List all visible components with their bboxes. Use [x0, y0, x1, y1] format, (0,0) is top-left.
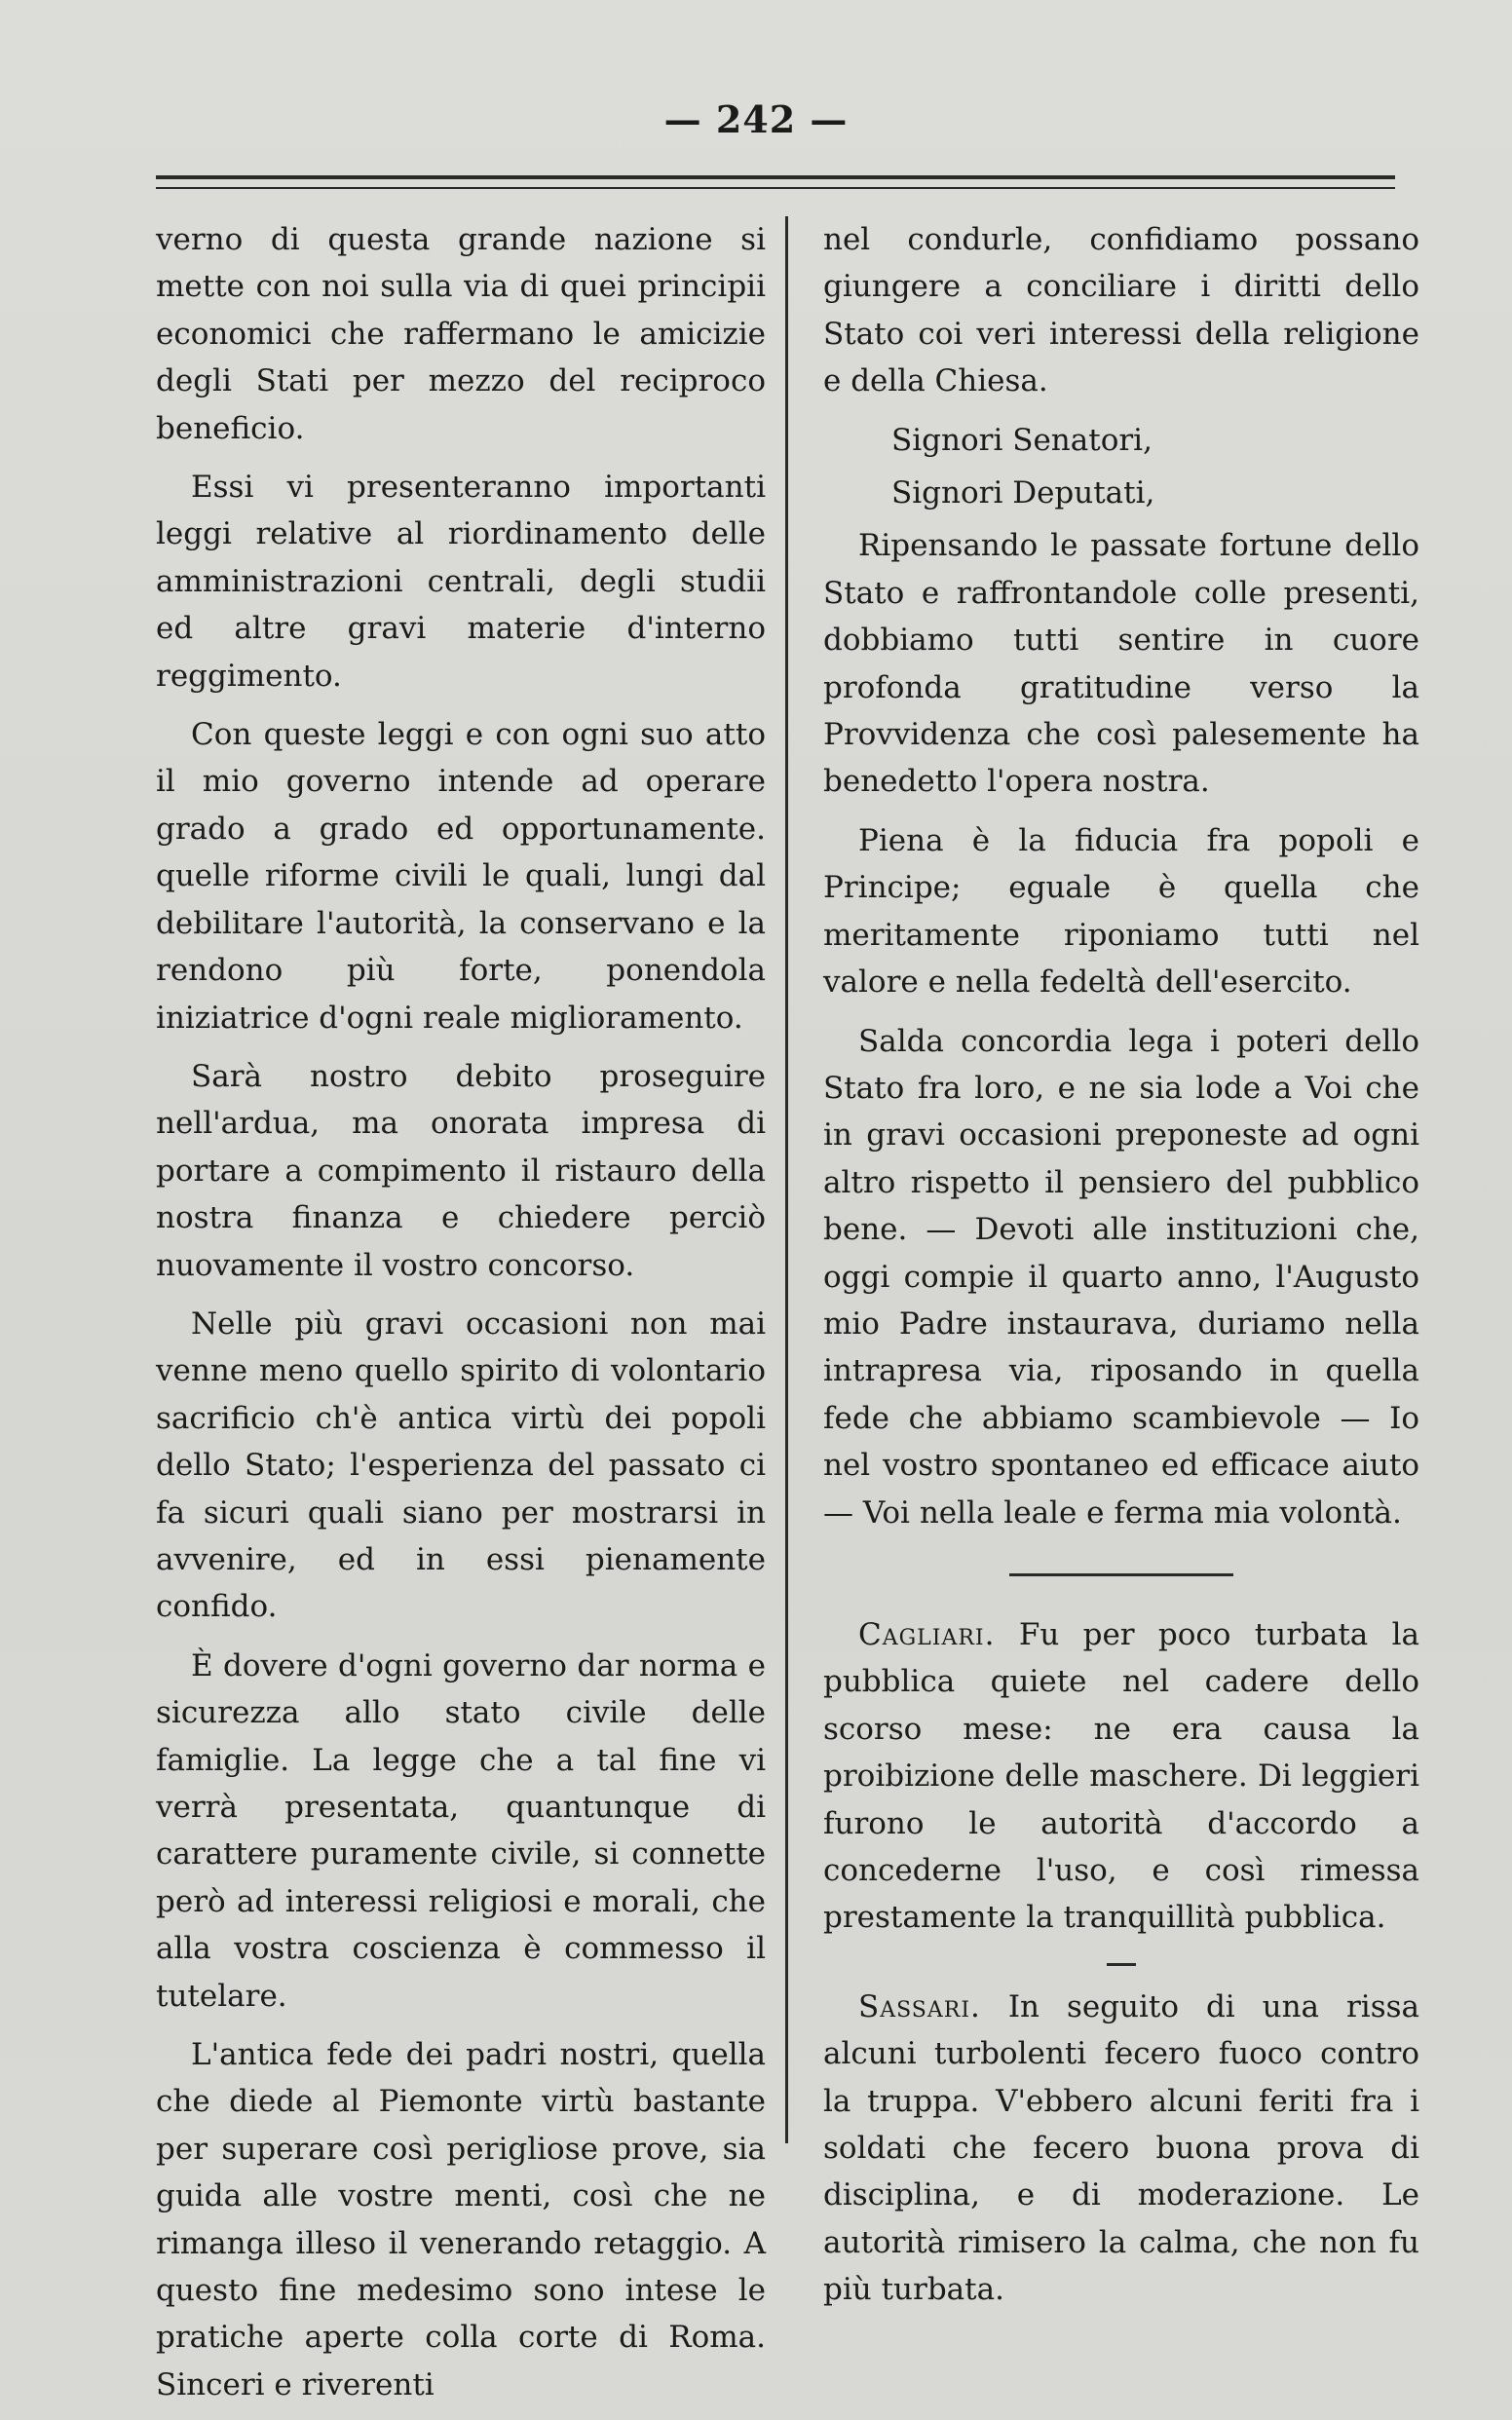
- news-item-cagliari: [823, 1611, 1419, 1942]
- news-place: Cagliari.: [858, 1616, 996, 1652]
- news-text: Fu per poco turbata la pubblica quiete nel cadere dello scorso mese: ne era causa la proibizione delle maschere. Di leggieri furono le autorità d'accordo a concederne l'uso, e così rimessa prestamente la tranquillità pubblica.: [823, 1616, 1419, 1936]
- paragraph: Ripensando le passate fortune dello Stato e raffrontandole colle presenti, dobbiamo tutti sentire in cuore profonda gratitudine verso la Provvidenza che così palesemente ha benedetto l'opera nostra.: [823, 528, 1419, 800]
- section-divider: [1009, 1573, 1233, 1576]
- column-divider: [785, 216, 788, 2143]
- paragraph: Salda concordia lega i poteri dello Stato fra loro, e ne sia lode a Voi che in gravi occasioni preponeste ad ogni altro rispetto il pensiero del pubblico bene. — Devoti alle instituzioni che, oggi compie il quarto anno, l'Augusto mio Padre instaurava, duriamo nella intrapresa via, riposando in quella fede che abbiamo scambievole — Io nel vostro spontaneo ed efficace aiuto — Voi nella leale e ferma mia volontà.: [823, 1023, 1419, 1531]
- paragraph: Essi vi presenteranno importanti leggi relative al riordinamento delle amministrazioni centrali, degli studii ed altre gravi materie d'interno reggimento.: [156, 470, 766, 694]
- news-item-sassari: [823, 1984, 1419, 2314]
- paragraph: È dovere d'ogni governo dar norma e sicurezza allo stato civile delle famiglie. La legge che a tal fine vi verrà presentata, quantunque di carattere puramente civile, si connette però ad interessi religiosi e morali, che alla vostra coscienza è commesso il tutelare.: [156, 1647, 766, 2014]
- left-column: [156, 216, 766, 2420]
- paragraph: Piena è la fiducia fra popoli e Principe; eguale è quella che meritamente riponiamo tutti nel valore e nella fedeltà dell'esercito.: [823, 822, 1419, 1001]
- paragraph: Con queste leggi e con ogni suo atto il mio governo intende ad operare grado a grado ed opportunamente. quelle riforme civili le quali, lungi dal debilitare l'autorità, la conservano e la rendono più forte, ponendola iniziatrice d'ogni reale miglioramento.: [156, 717, 766, 1036]
- paragraph: L'antica fede dei padri nostri, quella che diede al Piemonte virtù bastante per superare così perigliose prove, sia guida alle vostre menti, così che ne rimanga illeso il venerando retaggio. A questo fine medesimo sono intese le pratiche aperte colla corte di Roma. Sinceri e riverenti: [156, 2037, 766, 2402]
- news-place: Sassari.: [858, 1988, 981, 2024]
- header-double-rule: [156, 175, 1395, 189]
- paragraph: nel condurle, confidiamo possano giungere a conciliare i diritti dello Stato coi veri interessi della religione e della Chiesa.: [823, 222, 1419, 399]
- salutation-deputies: Signori Deputati,: [891, 475, 1155, 511]
- paragraph: verno di questa grande nazione si mette con noi sulla via di quei principii economici che raffermano le amicizie degli Stati per mezzo del reciproco beneficio.: [156, 222, 766, 446]
- news-separator: [1107, 1963, 1136, 1966]
- news-text: In seguito di una rissa alcuni turbolenti fecero fuoco contro la truppa. V'ebbero alcuni feriti fra i soldati che fecero buona prova di disciplina, e di moderazione. Le autorità rimisero la calma, che non fu più turbata.: [823, 1988, 1419, 2308]
- paragraph: Nelle più gravi occasioni non mai venne meno quello spirito di volontario sacrificio ch'è antica virtù dei popoli dello Stato; l'esperienza del passato ci fa sicuri quali siano per mostrarsi in avvenire, ed in essi pienamente confido.: [156, 1305, 766, 1625]
- salutation-senators: Signori Senatori,: [891, 422, 1153, 458]
- right-column: [823, 216, 1419, 2325]
- page-number: — 242 —: [663, 97, 849, 141]
- paragraph: Sarà nostro debito proseguire nell'ardua, ma onorata impresa di portare a compimento il ristauro della nostra finanza e chiedere perciò nuovamente il vostro concorso.: [156, 1058, 766, 1283]
